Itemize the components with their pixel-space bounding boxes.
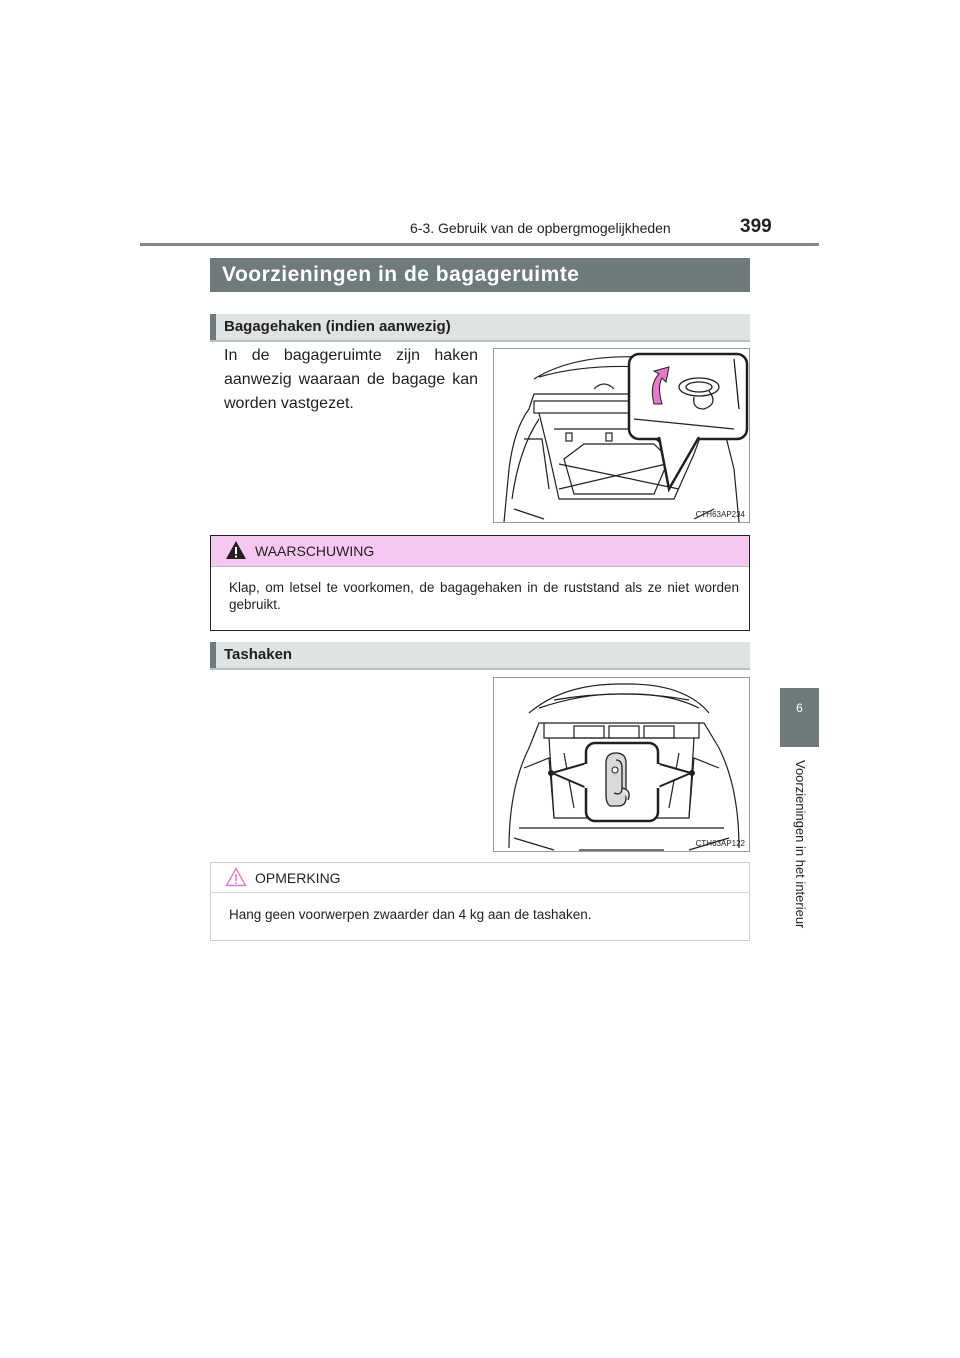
luggage-compartment-illustration [494, 349, 749, 522]
warning-triangle-icon [225, 540, 247, 560]
warning-box [210, 535, 750, 631]
chapter-title-vertical: Voorzieningen in het interieur [793, 760, 808, 929]
note-text: Hang geen voorwerpen zwaarder dan 4 kg aan de tashaken. [229, 907, 592, 922]
bag-hook-illustration [494, 678, 749, 851]
caution-triangle-outline-icon [225, 867, 247, 887]
header-section-title: 6-3. Gebruik van de opbergmogelijkheden [410, 220, 671, 236]
page-number: 399 [740, 216, 772, 237]
luggage-hooks-figure [493, 348, 750, 523]
subheading-luggage-hooks: Bagagehaken (indien aanwezig) [210, 314, 750, 340]
warning-label: WAARSCHUWING [255, 543, 375, 559]
luggage-hooks-text: In de bagageruimte zijn haken aanwezig waaraan de bagage kan worden vastgezet. [224, 347, 478, 412]
warning-header [211, 536, 749, 567]
figure-code: CTH63AP234 [695, 510, 745, 519]
note-header [211, 863, 749, 893]
note-label: OPMERKING [255, 870, 341, 886]
note-box [210, 862, 750, 941]
figure-code: CTH63AP122 [695, 839, 745, 848]
subheading-bag-hooks: Tashaken [210, 642, 750, 668]
header-rule [140, 243, 819, 246]
chapter-tab: 6 [780, 688, 819, 747]
bag-hooks-figure [493, 677, 750, 852]
warning-text: Klap, om letsel te voorkomen, de bagagehaken in de ruststand als ze niet worden gebruikt. [229, 580, 739, 612]
section-title: Voorzieningen in de bagageruimte [210, 258, 750, 292]
bag-hook-icon [606, 753, 629, 806]
